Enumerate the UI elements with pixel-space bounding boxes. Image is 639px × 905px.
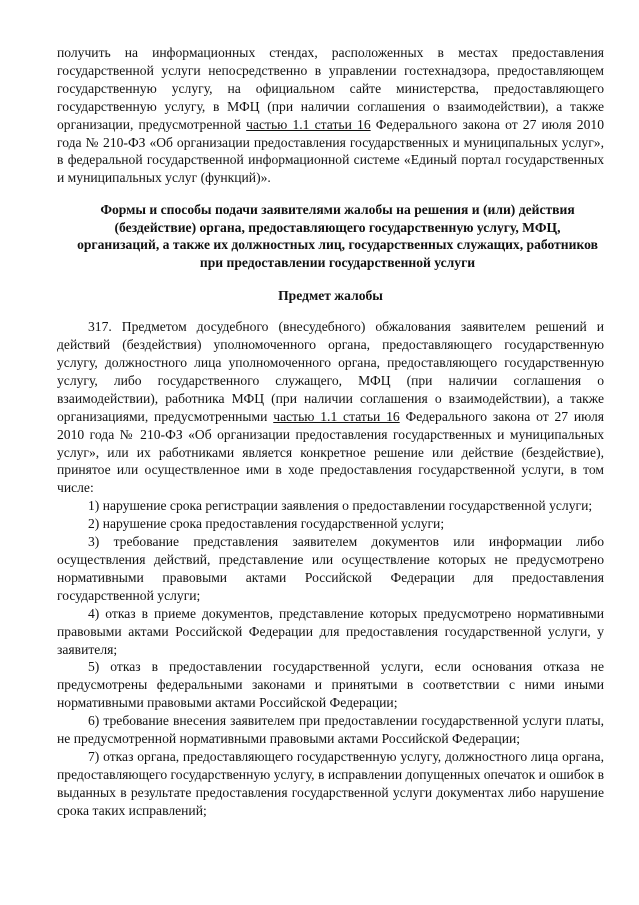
intro-text-2: Федерального закона от 27 июля 2010 года № 210-ФЗ «Об организации предоставления государственных и муниципальных услуг», в федеральной государственной информационной системе «Единый портал государственных и муниципальных услуг (функций)». xyxy=(57,116,604,186)
list-item: 2) нарушение срока предоставления государственной услуги; xyxy=(88,516,445,532)
intro-paragraph xyxy=(57,44,604,187)
list-item: 6) требование внесения заявителем при предоставлении государственной услуги платы, не предусмотренной нормативными правовыми актами Российской Федерации; xyxy=(57,713,604,747)
section-heading: Формы и способы подачи заявителями жалобы на решения и (или) действия (бездействие) органа, предоставляющего государственную услугу, МФЦ, организаций, а также их должностных лиц, государственных служащих, работников при предоставлении государственной услуги xyxy=(77,202,598,271)
list-item: 4) отказ в приеме документов, представление которых предусмотрено нормативными правовыми актами Российской Федерации для предоставления государственной услуги, у заявителя; xyxy=(57,605,604,657)
list-item: 5) отказ в предоставлении государственной услуги, если основания отказа не предусмотрены федеральными законами и принятыми в соответствии с ними иными нормативными правовыми актами Российской Федерации; xyxy=(57,659,604,711)
paragraph-317-text-1: 317. Предметом досудебного (внесудебного) обжалования заявителем решений и действий (бездействия) уполномоченного органа, предоставляющего государственную услугу, должностного лица уполномоченного органа, предоставляющего государственную услугу, либо государственного служащего, МФЦ (при наличии соглашения о взаимодействии), работника МФЦ (при наличии соглашения о взаимодействии), а также организациями, предусмотренными xyxy=(57,319,604,424)
list-item: 7) отказ органа, предоставляющего государственную услугу, должностного лица органа, предоставляющего государственную услугу, в исправлении допущенных опечаток и ошибок в выданных в результате предоставления государственной услуги документах либо нарушение срока таких исправлений; xyxy=(57,748,604,818)
paragraph-317-text-2: Федерального закона от 27 июля 2010 года № 210-ФЗ «Об организации предоставления государственных и муниципальных услуг», или их работниками является конкретное решение или действие (бездействие), принятое или осуществленное ими в ходе предоставления государственной услуги, в том числе: xyxy=(57,408,605,496)
law-reference-link[interactable]: частью 1.1 статьи 16 xyxy=(246,116,371,132)
subject-heading: Предмет жалобы xyxy=(278,287,383,303)
law-reference-link[interactable]: частью 1.1 статьи 16 xyxy=(273,408,400,424)
list-item: 3) требование представления заявителем документов или информации либо осуществления действий, представление или осуществление которых не предусмотрено нормативными правовыми актами Российской Федерации для предоставления государственной услуги; xyxy=(57,534,604,603)
paragraph-317 xyxy=(57,318,604,497)
intro-text-1: получить на информационных стендах, расположенных в местах предоставления государственной услуги непосредственно в управлении гостехнадзора, предоставляющем государственную услугу, на официальном сайте министерства, предоставляющего государственную услугу, в МФЦ (при наличии соглашения о взаимодействии), а также организации, предусмотренной xyxy=(57,45,604,132)
document-page xyxy=(57,44,604,820)
list-item: 1) нарушение срока регистрации заявления о предоставлении государственной услуги; xyxy=(88,498,593,514)
